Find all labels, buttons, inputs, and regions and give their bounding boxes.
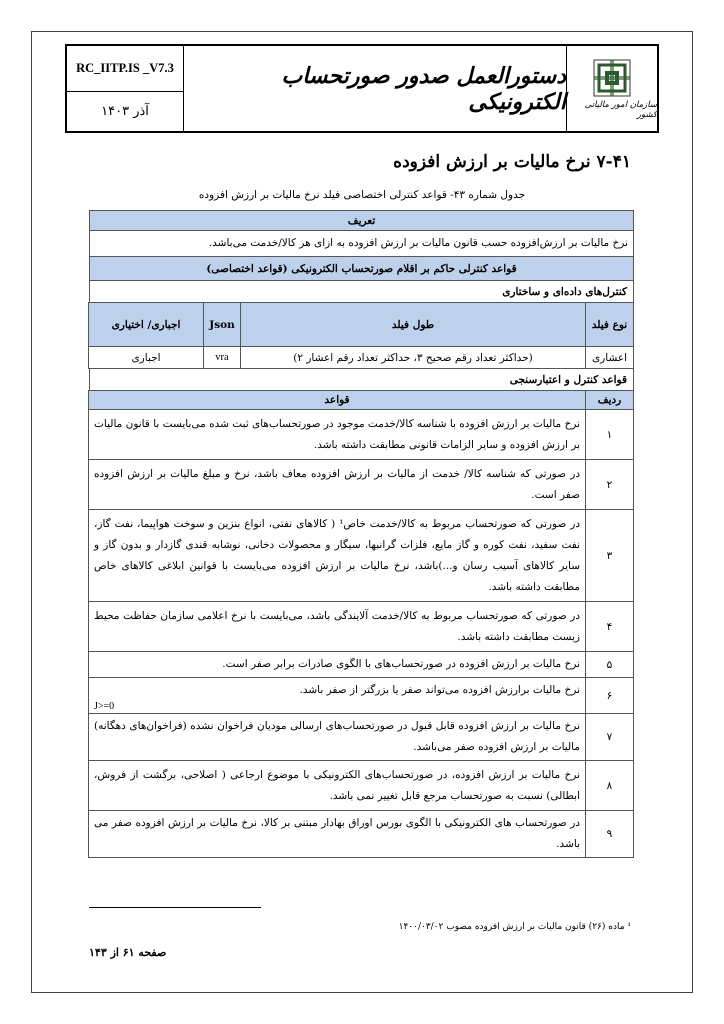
field-length-value: (حداکثر تعداد رقم صحیح ۳، حداکثر تعداد رقم اعشار ۲) [241, 347, 586, 369]
rule-text: در صورتحساب های الکترونیکی با الگوی بورس اوراق بهادار مبتنی بر کالا، نرخ مالیات بر ارزش افزوده صفر می باشد. [89, 811, 586, 858]
col-json: Json [204, 303, 241, 347]
section-title: ۷-۴۱ نرخ مالیات بر ارزش افزوده [393, 152, 631, 172]
org-name: سازمان امور مالیاتی کشور [584, 99, 657, 120]
rule-row [89, 714, 634, 761]
col-field-length: طول فیلد [241, 303, 586, 347]
rule-text: نرخ مالیات برارزش افزوده می‌تواند صفر یا بزرگتر از صفر باشد. [299, 683, 580, 696]
table-caption: جدول شماره ۴۳- قواعد کنترلی اختصاصی فیلد نرخ مالیات بر ارزش افزوده [198, 189, 526, 201]
document-code: RC_IITP.IS _V7.3 [67, 46, 183, 92]
footnote: ¹ ماده (۲۶) قانون مالیات بر ارزش افزوده مصوب ۱۴۰۰/۰۳/۰۲ [398, 922, 631, 932]
rule-number: ۱ [586, 410, 634, 460]
mandatory-value: اجباری [89, 347, 204, 369]
rule-number: ۸ [586, 761, 634, 811]
rule-number: ۳ [586, 510, 634, 602]
rule-row [89, 460, 634, 510]
rule-row [89, 410, 634, 460]
rule-row [89, 678, 634, 714]
field-type-value: اعشاری [586, 347, 634, 369]
rule-row [89, 510, 634, 602]
rule-text: در صورتی که صورتحساب مربوط به کالا/خدمت آلایندگی باشد، می‌بایست با نرخ اعلامی سازمان حفاظت محیط زیست مطابقت داشته باشد. [89, 602, 586, 652]
tax-emblem-icon [592, 58, 632, 98]
rule-formula: J>=0 [94, 700, 115, 712]
col-field-type: نوع فیلد [586, 303, 634, 347]
rule-row [89, 811, 634, 858]
rule-number: ۷ [586, 714, 634, 761]
rule-text: نرخ مالیات بر ارزش افزوده در صورتحساب‌های با الگوی صادرات برابر صفر است. [89, 652, 586, 678]
page-number: صفحه ۶۱ از ۱۴۳ [89, 946, 167, 959]
definition-heading: تعریف [90, 211, 634, 231]
rule-row [89, 602, 634, 652]
document-header [65, 44, 659, 133]
rule-text: نرخ مالیات بر ارزش افزوده با شناسه کالا/خدمت موجود در صورتحساب‌های ثبت شده می‌بایست با قانون مالیات بر ارزش افزوده و سایر الزامات قانونی مطابقت داشته باشد. [89, 410, 586, 460]
json-key-value: vra [204, 347, 241, 369]
rule-text: در صورتی که صورتحساب مربوط به کالا/خدمت خاص¹ ( کالاهای نفتی، انواع بنزین و سوخت هواپیما، نفت گاز، نفت سفید، نفت کوره و گاز مایع، فلزات گرانبها، سیگار و محصولات دخانی، نوشابه قندی گازدار و بدون گاز و سایر کالاهای آسیب رسان و...)باشد، نرخ مالیات بر ارزش افزوده می‌بایست با قوانین ابلاغی کالاهای خاص مطابقت داشته باشد. [89, 510, 586, 602]
document-date: آذر ۱۴۰۳ [101, 104, 149, 119]
rule-number: ۲ [586, 460, 634, 510]
top-table [89, 210, 634, 858]
rules-heading: قواعد کنترل و اعتبارسنجی [90, 369, 634, 391]
rule-number: ۴ [586, 602, 634, 652]
rule-number: ۵ [586, 652, 634, 678]
footnote-separator [89, 907, 261, 908]
rule-row [89, 652, 634, 678]
org-logo [566, 46, 657, 131]
rule-number: ۹ [586, 811, 634, 858]
structure-heading: کنترل‌های داده‌ای و ساختاری [90, 281, 634, 303]
col-rules: قواعد [89, 391, 586, 410]
rule-text: نرخ مالیات بر ارزش افزوده، در صورتحساب‌های الکترونیکی با موضوع ارجاعی ( اصلاحی، برگشت از فروش، ابطالی) نسبت به صورتحساب مرجع قابل تغییر نمی باشد. [89, 761, 586, 811]
control-heading: قواعد کنترلی حاکم بر اقلام صورتحساب الکترونیکی (قواعد اختصاصی) [90, 257, 634, 281]
rule-number: ۶ [586, 678, 634, 714]
rule-row [89, 761, 634, 811]
rule-text: در صورتی که شناسه کالا/ خدمت از مالیات بر ارزش افزوده معاف باشد، نرخ و مبلغ مالیات بر ارزش افزوده صفر است. [89, 460, 586, 510]
rule-cell [89, 678, 586, 714]
rule-text: نرخ مالیات بر ارزش افزوده قابل قبول در صورتحساب‌های ارسالی مودیان فراخوان نشده (فراخوان‌های دهگانه) مالیات بر ارزش افزوده صفر می‌باشد. [89, 714, 586, 761]
col-mandatory: اجباری/ اختیاری [89, 303, 204, 347]
definition-text: نرخ مالیات بر ارزش‌افزوده حسب قانون مالیات بر ارزش افزوده به ازای هر کالا/خدمت می‌باشد. [90, 231, 634, 257]
document-title: دستورالعمل صدور صورتحساب الکترونیکی [281, 62, 566, 115]
header-meta [67, 46, 184, 131]
col-row-number: ردیف [586, 391, 634, 410]
